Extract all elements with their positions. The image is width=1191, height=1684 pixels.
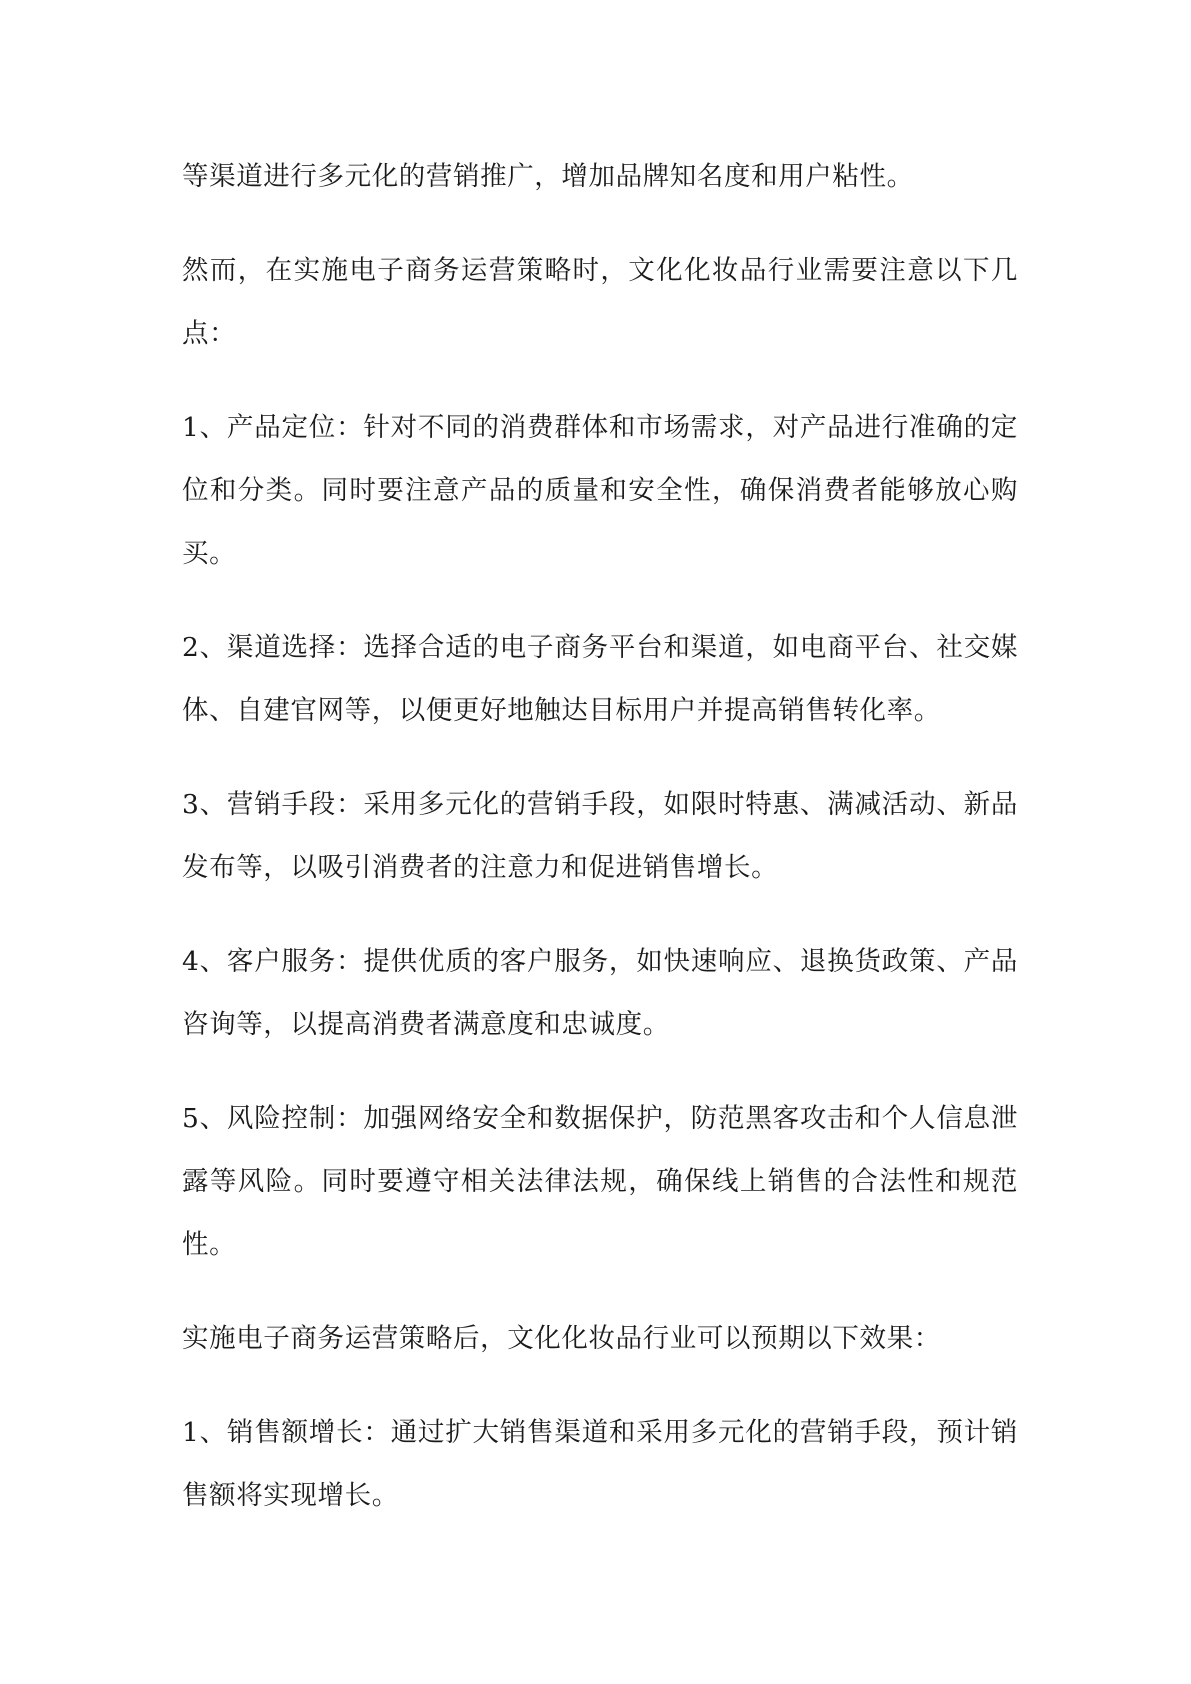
paragraph-considerations-intro: 然而，在实施电子商务运营策略时，文化化妆品行业需要注意以下几点： [182, 255, 1018, 349]
paragraph-sales-growth: 1、销售额增长：通过扩大销售渠道和采用多元化的营销手段，预计销售额将实现增长。 [182, 1417, 1018, 1511]
paragraph-risk-control: 5、风险控制：加强网络安全和数据保护，防范黑客攻击和个人信息泄露等风险。同时要遵守相关法律法规，确保线上销售的合法性和规范性。 [182, 1103, 1018, 1260]
paragraph-channel-selection: 2、渠道选择：选择合适的电子商务平台和渠道，如电商平台、社交媒体、自建官网等，以便更好地触达目标用户并提高销售转化率。 [182, 632, 1018, 726]
paragraph-product-positioning: 1、产品定位：针对不同的消费群体和市场需求，对产品进行准确的定位和分类。同时要注意产品的质量和安全性，确保消费者能够放心购买。 [182, 412, 1018, 569]
paragraph-expected-effects-intro: 实施电子商务运营策略后，文化化妆品行业可以预期以下效果： [182, 1323, 941, 1354]
document-body [182, 145, 1018, 1558]
paragraph-customer-service: 4、客户服务：提供优质的客户服务，如快速响应、退换货政策、产品咨询等，以提高消费者满意度和忠诚度。 [182, 946, 1018, 1040]
paragraph-marketing-means: 3、营销手段：采用多元化的营销手段，如限时特惠、满减活动、新品发布等，以吸引消费者的注意力和促进销售增长。 [182, 789, 1018, 883]
paragraph-intro-continuation: 等渠道进行多元化的营销推广，增加品牌知名度和用户粘性。 [182, 161, 914, 192]
